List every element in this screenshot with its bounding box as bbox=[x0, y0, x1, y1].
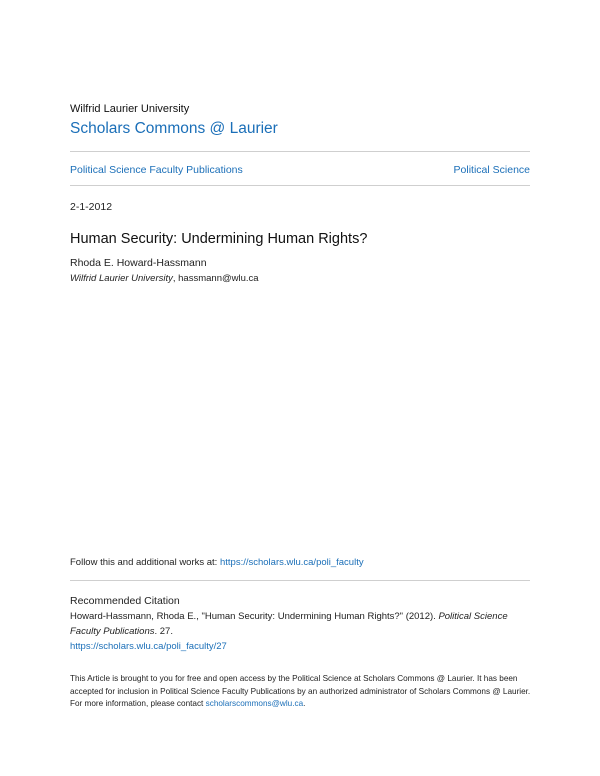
contact-email-link[interactable]: scholarscommons@wlu.ca bbox=[205, 699, 304, 708]
follow-text: Follow this and additional works at: bbox=[70, 557, 220, 568]
access-notice-end: . bbox=[303, 699, 306, 708]
site-name-link[interactable]: Scholars Commons @ Laurier bbox=[70, 120, 278, 137]
affiliation-institution: Wilfrid Laurier University bbox=[70, 273, 173, 284]
top-divider bbox=[70, 151, 530, 152]
institution-name: Wilfrid Laurier University bbox=[70, 103, 190, 115]
access-notice-text: This Article is brought to you for free and open access by the Political Science at Scholars Commons @ Laurier. It has been accepted for inclusion in Political Science Faculty Publications by an authorized administrator of Scholars Commons @ Laurier. For more information, please contact bbox=[70, 674, 531, 708]
second-divider bbox=[70, 185, 530, 186]
department-link[interactable]: Political Science bbox=[453, 164, 530, 176]
follow-line bbox=[70, 557, 364, 568]
series-link[interactable]: Political Science Faculty Publications bbox=[70, 164, 243, 176]
citation-text: Howard-Hassmann, Rhoda E., "Human Security: Undermining Human Rights?" (2012). bbox=[70, 611, 439, 622]
publication-date: 2-1-2012 bbox=[70, 201, 113, 213]
author-affiliation: Wilfrid Laurier University, hassmann@wlu.ca bbox=[70, 273, 259, 284]
citation-block bbox=[70, 609, 530, 654]
citation-number: . 27. bbox=[154, 626, 173, 637]
access-notice bbox=[70, 673, 532, 711]
citation-journal: Political Science Faculty Publications bbox=[70, 611, 508, 637]
citation-link[interactable]: https://scholars.wlu.ca/poli_faculty/27 bbox=[70, 641, 227, 652]
follow-link[interactable]: https://scholars.wlu.ca/poli_faculty bbox=[219, 557, 364, 568]
author-email: hassmann@wlu.ca bbox=[178, 273, 259, 284]
article-title: Human Security: Undermining Human Rights? bbox=[70, 231, 368, 247]
author-name: Rhoda E. Howard-Hassmann bbox=[70, 257, 207, 269]
citation-divider bbox=[70, 580, 530, 581]
citation-heading: Recommended Citation bbox=[70, 595, 180, 607]
